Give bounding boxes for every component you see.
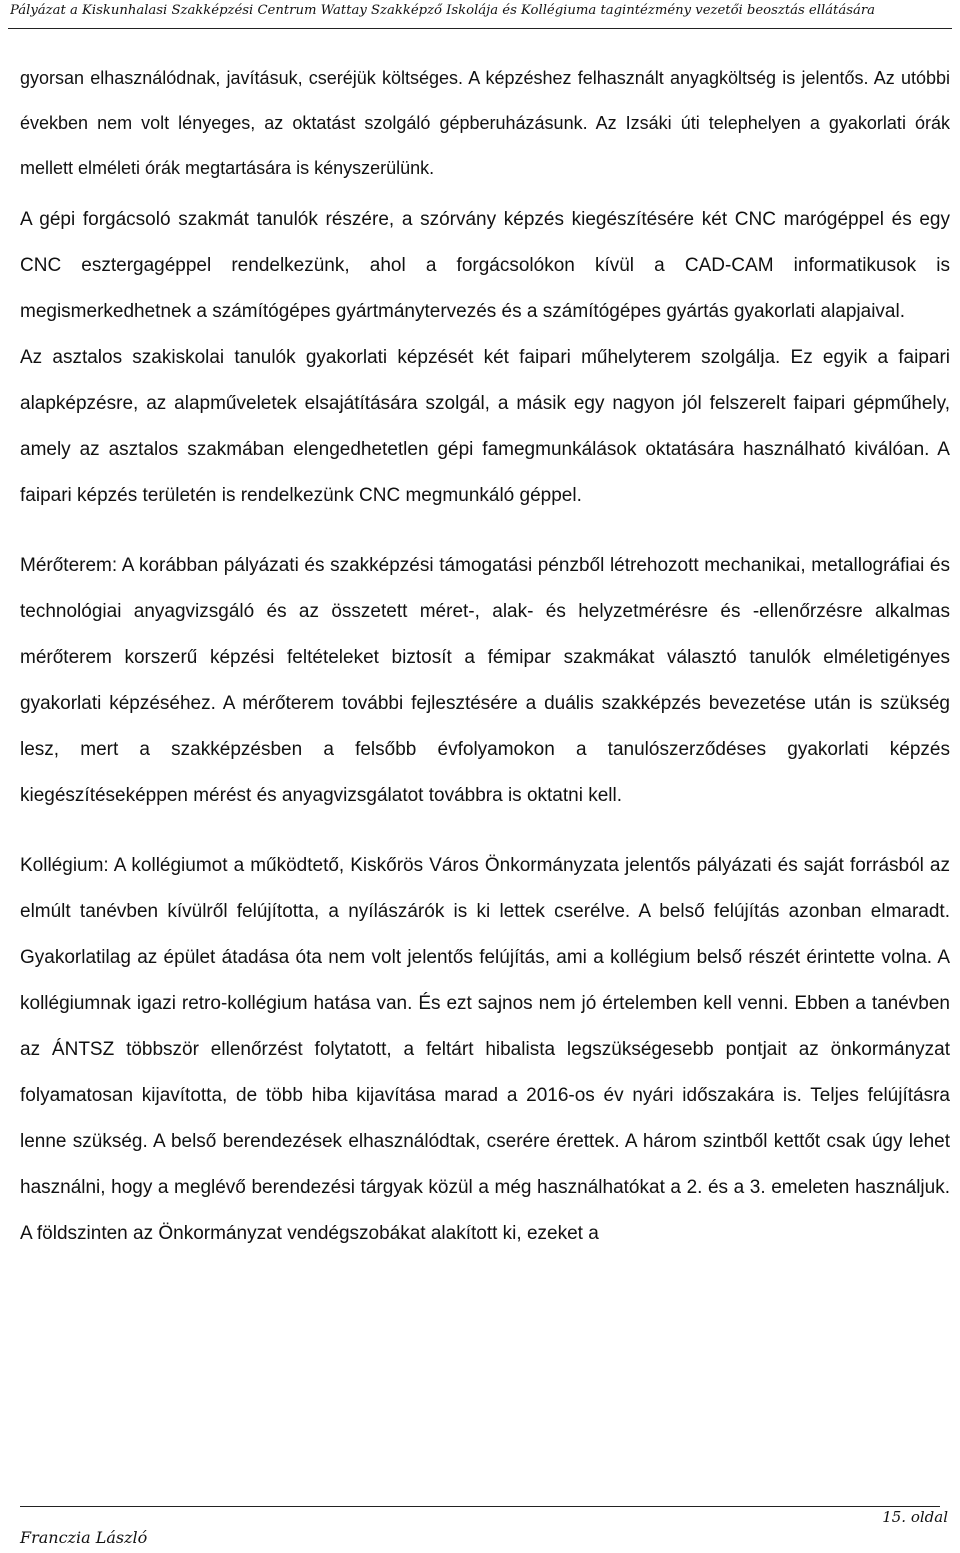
document-body	[20, 56, 950, 1257]
header-divider	[8, 28, 952, 29]
paragraph-dormitory: Kollégium: A kollégiumot a működtető, Kiskőrös Város Önkormányzata jelentős pályázati és saját forrásból az elmúlt tanévben kívülről felújította, a nyílászárók is ki lettek cserélve. A belső felújítás azonban elmaradt. Gyakorlatilag az épület átadása óta nem volt jelentős felújítás, ami a kollégium belső részét érintette volna. A kollégiumnak igazi retro-kollégium hatása van. És ezt sajnos nem jó értelemben kell venni. Ebben a tanévben az ÁNTSZ többször ellenőrzést folytatott, a feltárt hibalista legszükségesebb pontjait az önkormányzat folyamatosan kijavította, de több hiba kijavítása marad a 2016-os év nyári időszakára is. Teljes felújításra lenne szükség. A belső berendezések elhasználódtak, cserére érettek. A három szintből kettőt csak úgy lehet használni, hogy a meglévő berendezési tárgyak közül a még használhatókat a 2. és a 3. emeleten használjuk. A földszinten az Önkormányzat vendégszobákat alakított ki, ezeket a	[20, 855, 950, 1244]
paragraph-measuring-room: Mérőterem: A korábban pályázati és szakképzési támogatási pénzből létrehozott mechanikai, metallográfiai és technológiai anyagvizsgáló és az összetett méret-, alak- és helyzetmérésre és -ellenőrzésre alkalmas mérőterem korszerű képzési feltételeket biztosít a fémipar szakmákat választó tanulók elméletigényes gyakorlati képzéséhez. A mérőterem további fejlesztésére a duális szakképzés bevezetése után is szükség lesz, mert a szakképzésben a felsőbb évfolyamokon a tanulószerződéses gyakorlati képzés kiegészítéseképpen mérést és anyagvizsgálatot továbbra is oktatni kell.	[20, 555, 950, 806]
header-title: Pályázat a Kiskunhalasi Szakképzési Centrum Wattay Szakképző Iskolája és Kollégiuma tagintézmény vezetői beosztás ellátására	[10, 3, 875, 18]
paragraph-cnc-machining: A gépi forgácsoló szakmát tanulók részére, a szórvány képzés kiegészítésére két CNC marógéppel és egy CNC esztergagéppel rendelkezünk, ahol a forgácsolókon kívül a CAD-CAM informatikusok is megismerkedhetnek a számítógépes gyártmánytervezés és a számítógépes gyártás gyakorlati alapjaival.	[20, 209, 950, 322]
page-header	[10, 0, 950, 28]
paragraph-carpentry: Az asztalos szakiskolai tanulók gyakorlati képzését két faipari műhelyterem szolgálja. Ez egyik a faipari alapképzésre, az alapműveletek elsajátítására szolgál, a másik egy nagyon jól felszerelt faipari gépműhely, amely az asztalos szakmában elengedhetetlen gépi famegmunkálások oktatására használható kiválóan. A faipari képzés területén is rendelkezünk CNC megmunkáló géppel.	[20, 347, 950, 506]
footer-author: Franczia László	[20, 1528, 148, 1547]
footer-divider	[20, 1506, 940, 1507]
page-number: 15. oldal	[882, 1508, 948, 1526]
paragraph-workshop-costs: gyorsan elhasználódnak, javításuk, cseréjük költséges. A képzéshez felhasznált anyagköltség is jelentős. Az utóbbi években nem volt lényeges, az oktatást szolgáló gépberuházásunk. Az Izsáki úti telephelyen a gyakorlati órák mellett elméleti órák megtartására is kényszerülünk.	[20, 68, 950, 178]
